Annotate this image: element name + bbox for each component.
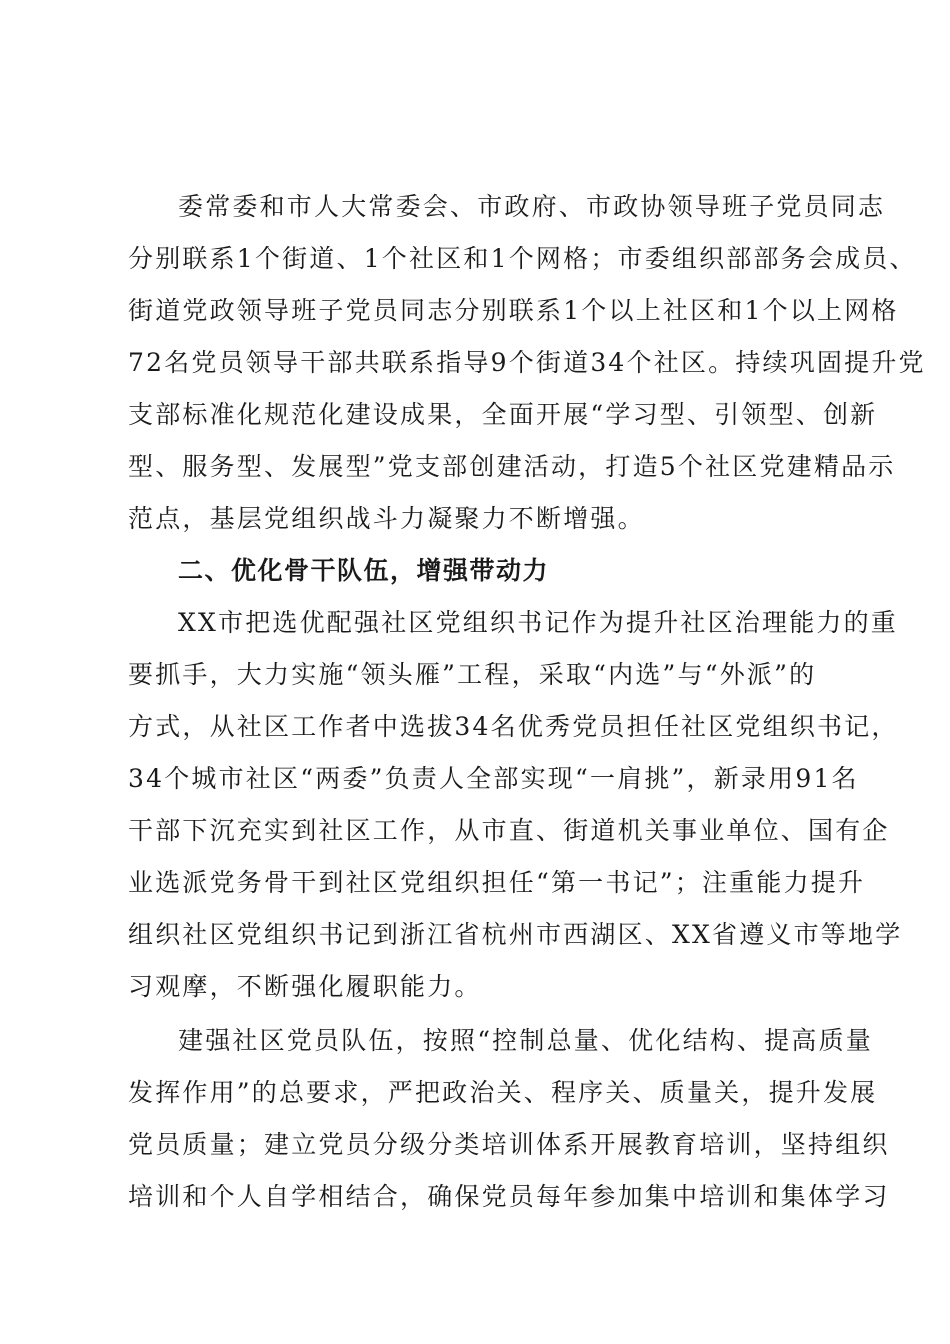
- paragraph-line: 组织社区党组织书记到浙江省杭州市西湖区、XX省遵义市等地学: [128, 920, 903, 949]
- paragraph-line: 习观摩，不断强化履职能力。: [128, 972, 482, 1001]
- paragraph-line: 建强社区党员队伍，按照“控制总量、优化结构、提高质量: [178, 1026, 873, 1055]
- paragraph-line: 业选派党务骨干到社区党组织担任“第一书记”；注重能力提升: [128, 868, 866, 897]
- section-heading: 二、优化骨干队伍，增强带动力: [178, 556, 550, 585]
- paragraph-line: 委常委和市人大常委会、市政府、市政协领导班子党员同志: [178, 192, 886, 221]
- paragraph-line: 型、服务型、发展型”党支部创建活动，打造5个社区党建精品示: [128, 452, 896, 481]
- paragraph-line: 分别联系1个街道、1个社区和1个网格；市委组织部部务会成员、: [128, 244, 917, 273]
- paragraph-line: 72名党员领导干部共联系指导9个街道34个社区。持续巩固提升党: [128, 348, 926, 377]
- paragraph-line: 方式，从社区工作者中选拔34名优秀党员担任社区党组织书记，: [128, 712, 899, 741]
- paragraph-line: 范点，基层党组织战斗力凝聚力不断增强。: [128, 504, 645, 533]
- paragraph-line: XX市把选优配强社区党组织书记作为提升社区治理能力的重: [178, 608, 898, 637]
- paragraph-line: 34个城市社区“两委”负责人全部实现“一肩挑”，新录用91名: [128, 764, 859, 793]
- paragraph-line: 要抓手，大力实施“领头雁”工程，采取“内选”与“外派”的: [128, 660, 817, 689]
- paragraph-line: 培训和个人自学相结合，确保党员每年参加集中培训和集体学习: [128, 1182, 890, 1211]
- paragraph-line: 党员质量；建立党员分级分类培训体系开展教育培训，坚持组织: [128, 1130, 890, 1159]
- paragraph-line: 街道党政领导班子党员同志分别联系1个以上社区和1个以上网格: [128, 296, 899, 325]
- paragraph-line: 支部标准化规范化建设成果，全面开展“学习型、引领型、创新: [128, 400, 878, 429]
- paragraph-line: 干部下沉充实到社区工作，从市直、街道机关事业单位、国有企: [128, 816, 890, 845]
- paragraph-line: 发挥作用”的总要求，严把政治关、程序关、质量关，提升发展: [128, 1078, 878, 1107]
